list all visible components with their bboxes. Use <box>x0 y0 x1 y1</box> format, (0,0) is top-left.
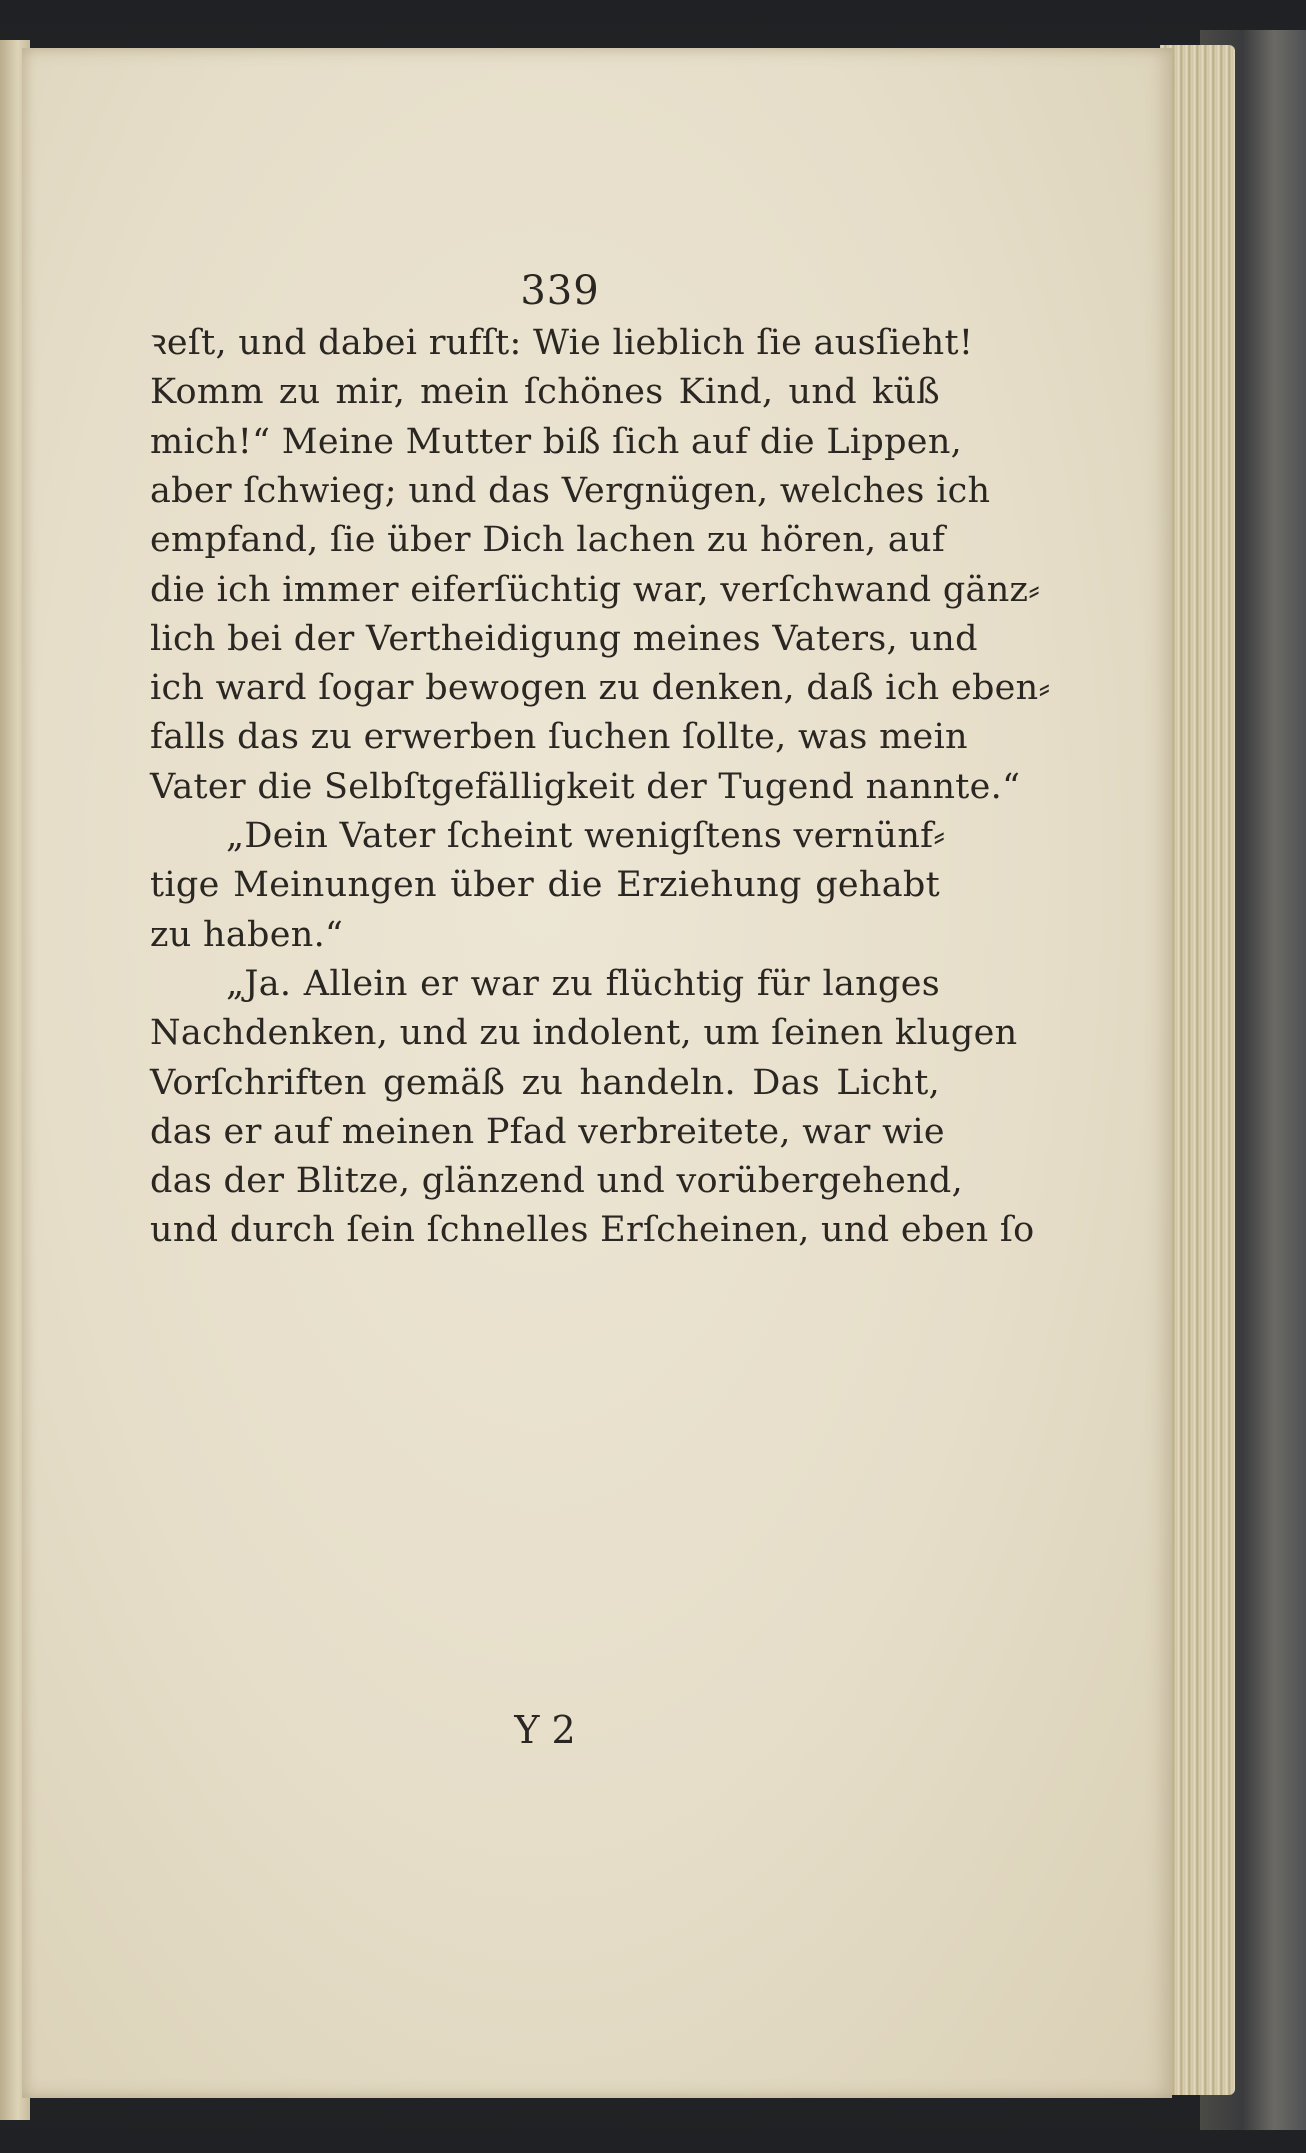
text-line: das der Blitze, glänzend und vorübergehend, <box>150 1161 964 1202</box>
text-line: aber ſchwieg; und das Vergnügen, welches ich <box>150 470 991 511</box>
text-line: lich bei der Vertheidigung meines Vaters, und <box>150 618 978 659</box>
text-line: „Ja. Allein er war zu flüchtig für langes <box>226 963 940 1004</box>
text-line: tige Meinungen über die Erziehung gehabt <box>150 865 940 906</box>
text-line: ꝛeſt, und dabei rufſt: Wie lieblich ſie ausſieht! <box>150 323 974 363</box>
text-line: die ich immer eiferſüchtig war, verſchwand gänz⸗ <box>150 569 1041 610</box>
text-line: mich!“ Meine Mutter biß ſich auf die Lippen, <box>150 421 963 462</box>
text-line: falls das zu erwerben ſuchen ſollte, was mein <box>150 717 968 758</box>
text-line: Vater die Selbſtgefälligkeit der Tugend nannte.“ <box>150 766 1021 807</box>
text-line: das er auf meinen Pfad verbreitete, war wie <box>150 1111 945 1152</box>
text-line: Komm zu mir, mein ſchönes Kind, und küß <box>150 372 940 413</box>
book-page <box>22 48 1172 2098</box>
page-number: 339 <box>520 268 600 314</box>
text-line: Vorſchriften gemäß zu handeln. Das Licht, <box>150 1062 940 1103</box>
printer-signature-mark: Y 2 <box>514 1708 576 1752</box>
text-line: und durch ſein ſchnelles Erſcheinen, und eben ſo <box>150 1210 1035 1251</box>
text-line: Nachdenken, und zu indolent, um ſeinen klugen <box>150 1013 1018 1054</box>
text-line: empfand, ſie über Dich lachen zu hören, auf <box>150 520 946 561</box>
text-line: zu haben.“ <box>150 914 344 955</box>
text-line: ich ward ſogar bewogen zu denken, daß ich eben⸗ <box>150 668 1051 709</box>
text-line: „Dein Vater ſcheint wenigſtens vernünf⸗ <box>226 816 946 856</box>
